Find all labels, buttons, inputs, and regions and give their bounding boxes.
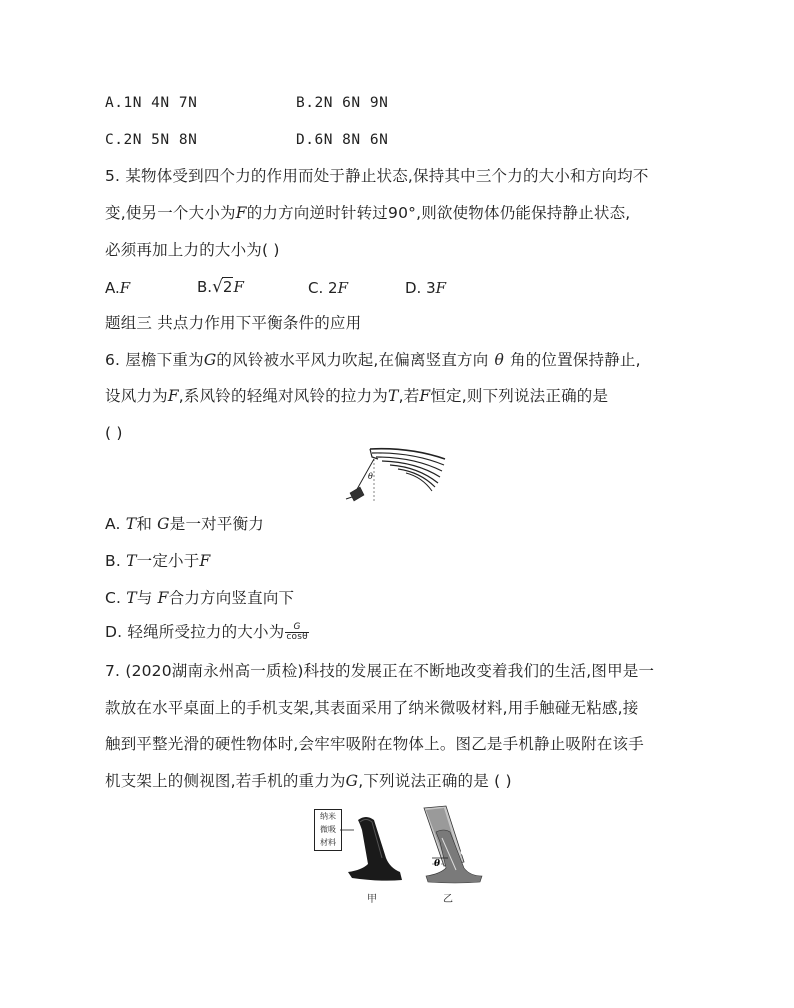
q7-line3: 触到平整光滑的硬性物体时,会牢牢吸附在物体上。图乙是手机静止吸附在该手 [105, 735, 644, 753]
q4-option-c: C.2N 5N 8N [105, 132, 198, 148]
figure-theta-label: θ [368, 472, 373, 481]
fraction-g-over-cos-theta: $\frac{G}{\cos\theta}$ [286, 622, 308, 642]
section-title: 题组三 共点力作用下平衡条件的应用 [105, 314, 362, 332]
q5-line3: 必须再加上力的大小为( ) [105, 241, 280, 259]
q6-line2: 设风力为F,系风铃的轻绳对风铃的拉力为T,若F恒定,则下列说法正确的是 [105, 387, 609, 405]
figure-label-jia: 甲 [367, 894, 377, 905]
q5-option-c: C. 2F [308, 279, 348, 297]
q7-line2: 款放在水平桌面上的手机支架,其表面采用了纳米微吸材料,用手触碰无粘感,接 [105, 699, 639, 717]
q7-line1: 7. (2020湖南永州高一质检)科技的发展正在不断地改变着我们的生活,图甲是一 [105, 662, 655, 680]
q6-line1: 6. 屋檐下重为G的风铃被水平风力吹起,在偏离竖直方向 θ 角的位置保持静止, [105, 351, 641, 369]
figure-label-yi: 乙 [443, 894, 453, 905]
q6-line3: ( ) [105, 424, 123, 442]
q5-option-a: A.F [105, 279, 131, 297]
q5-line1: 5. 某物体受到四个力的作用而处于静止状态,保持其中三个力的大小和方向均不 [105, 167, 649, 185]
q4-option-d: D.6N 8N 6N [296, 132, 389, 148]
q5-option-d: D. 3F [405, 279, 447, 297]
q6-option-d: D. 轻绳所受拉力的大小为 $\frac{G}{\cos\theta}$ [105, 622, 308, 642]
q6-option-c: C. T与 F合力方向竖直向下 [105, 589, 295, 607]
q6-option-b: B. T一定小于F [105, 552, 211, 570]
q7-line4: 机支架上的侧视图,若手机的重力为G,下列说法正确的是 ( ) [105, 772, 512, 790]
q5-line2: 变,使另一个大小为F的力方向逆时针转过90°,则欲使物体仍能保持静止状态, [105, 204, 631, 222]
q5-option-b: B.√2F [197, 277, 244, 297]
figure-yi-theta-label: θ [434, 859, 441, 869]
nano-material-label-box: 纳米 微吸 材料 [314, 809, 342, 851]
phone-stand-figure-yi [416, 802, 488, 888]
phone-stand-figure-jia [340, 810, 410, 886]
q4-option-a: A.1N 4N 7N [105, 95, 198, 111]
q6-option-a: A. T和 G是一对平衡力 [105, 515, 264, 533]
wind-chime-figure [340, 445, 450, 503]
q4-option-b: B.2N 6N 9N [296, 95, 389, 111]
